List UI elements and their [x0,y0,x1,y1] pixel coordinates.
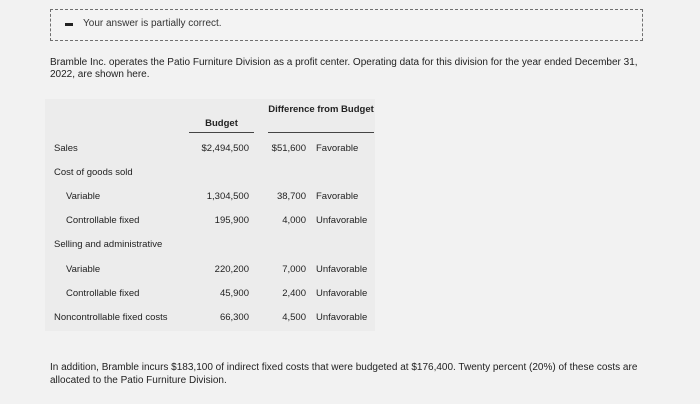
budget-value-sa-controllable-fixed: 45,900 [219,288,249,299]
row-label-sa-controllable-fixed: Controllable fixed [66,288,140,299]
difference-value-sa-controllable-fixed: 2,400 [282,288,306,299]
answer-status-text: Your answer is partially correct. [83,18,222,29]
difference-direction-cogs-controllable-fixed: Unfavorable [316,215,368,226]
budget-value-sales: $2,494,500 [201,143,249,154]
difference-column-header: Difference from Budget [268,104,374,115]
difference-direction-sa-variable: Unfavorable [316,264,368,275]
difference-direction-noncontrollable-fixed-costs: Unfavorable [316,312,368,323]
budget-header-rule [189,132,254,133]
difference-value-sa-variable: 7,000 [282,264,306,275]
additional-information: In addition, Bramble incurs $183,100 of indirect fixed costs that were budgeted at $176,400. Twenty percent (20%) of these costs are allocated to the Patio Furniture Division. [50,362,638,386]
row-label-cogs-variable: Variable [66,191,101,202]
problem-intro: Bramble Inc. operates the Patio Furniture Division as a profit center. Operating data for this division for the year ended December 31, 2022, are shown here. [50,57,638,80]
budget-column-header: Budget [205,118,238,129]
row-label-cogs-controllable-fixed: Controllable fixed [66,215,140,226]
row-label-selling-and-administrative: Selling and administrative [54,239,163,250]
difference-value-sales: $51,600 [271,143,306,154]
minus-icon [65,23,73,26]
row-label-sales: Sales [54,143,78,154]
difference-direction-sa-controllable-fixed: Unfavorable [316,288,368,299]
difference-value-cogs-variable: 38,700 [276,191,306,202]
difference-value-noncontrollable-fixed-costs: 4,500 [282,312,306,323]
row-label-sa-variable: Variable [66,264,101,275]
difference-direction-cogs-variable: Favorable [316,191,359,202]
budget-value-cogs-variable: 1,304,500 [206,191,249,202]
budget-value-noncontrollable-fixed-costs: 66,300 [219,312,249,323]
answer-status-banner [50,9,643,41]
difference-value-cogs-controllable-fixed: 4,000 [282,215,306,226]
budget-value-sa-variable: 220,200 [214,264,249,275]
difference-direction-sales: Favorable [316,143,359,154]
difference-header-rule [268,132,374,133]
row-label-noncontrollable-fixed-costs: Noncontrollable fixed costs [54,312,168,323]
budget-value-cogs-controllable-fixed: 195,900 [214,215,249,226]
row-label-cost-of-goods-sold: Cost of goods sold [54,167,133,178]
